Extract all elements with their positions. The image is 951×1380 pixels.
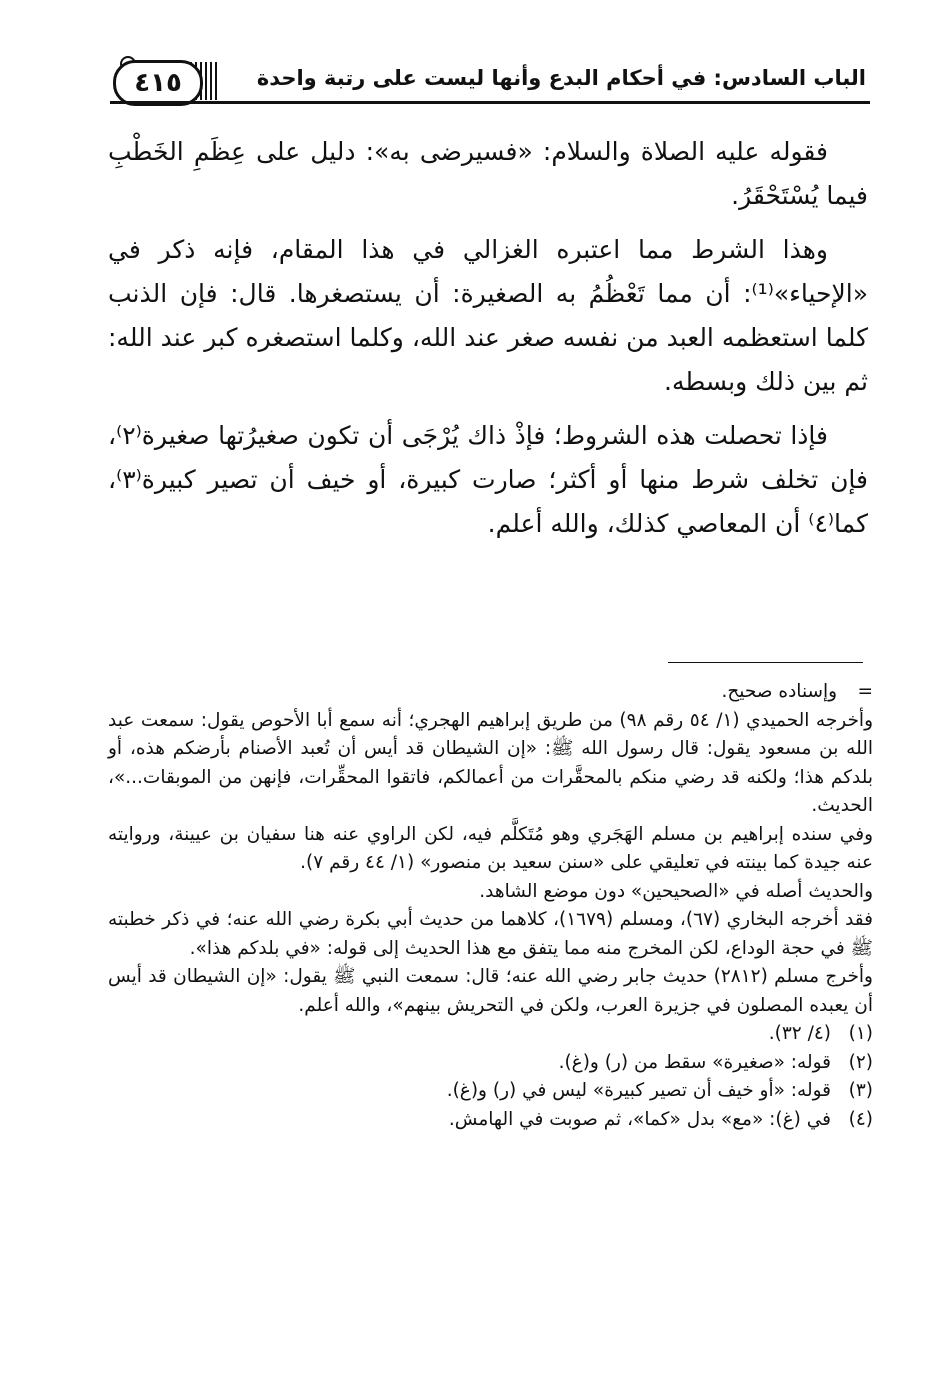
footnote-continuation: = وإسناده صحيح. [108, 678, 873, 707]
continuation-mark: = [857, 681, 873, 702]
main-paragraph: فإذا تحصلت هذه الشروط؛ فإذْ ذاك يُرْجَى أن تكون صغيرُتها صغيرة⁽٢⁾، فإن تخلف شرط منها أو أكثر؛ صارت كبيرة، أو خيف أن تصير كبيرة⁽٣⁾، كما⁽٤⁾ أن المعاصي كذلك، والله أعلم. [108, 421, 868, 538]
footnote-number: (١) [848, 1023, 873, 1044]
footnote-number: (٣) [848, 1080, 873, 1101]
footnote-item [108, 1077, 873, 1106]
footnote-text: (٤/ ٣٢). [768, 1023, 831, 1044]
footnote-continuation: وأخرج مسلم (٢٨١٢) حديث جابر رضي الله عنه؛ قال: سمعت النبي ﷺ يقول: «إن الشيطان قد أيس أن يعبده المصلون في جزيرة العرب، ولكن في التحريش بينهم»، والله أعلم. [108, 966, 873, 1016]
header-rule [110, 101, 870, 104]
page-number [113, 60, 203, 106]
footnote-item [108, 1049, 873, 1078]
footnote-continuation: والحديث أصله في «الصحيحين» دون موضع الشاهد. [479, 880, 873, 902]
footnote-item [108, 1020, 873, 1049]
footnote-continuation: وفي سنده إبراهيم بن مسلم الهَجَري وهو مُتَكلَّم فيه، لكن الراوي عنه هنا سفيان بن عيينة، وروايته عنه جيدة كما بينته في تعليقي على «سنن سعيد بن منصور» (١/ ٤٤ رقم ٧). [108, 823, 873, 873]
main-paragraph: فقوله عليه الصلاة والسلام: «فسيرضى به»: دليل على عِظَمِ الخَطْبِ فيما يُسْتَحْقَرُ. [108, 137, 868, 210]
footnote-text: قوله: «أو خيف أن تصير كبيرة» ليس في (ر) و(غ). [446, 1080, 831, 1101]
footnotes [108, 678, 873, 1134]
footnote-continuation: فقد أخرجه البخاري (٦٧)، ومسلم (١٦٧٩)، كلاهما من حديث أبي بكرة رضي الله عنه؛ في ذكر خطبته ﷺ في حجة الوداع، لكن المخرج منه مما يتفق مع هذا الحديث إلى قوله: «في بلدكم هذا». [108, 909, 873, 959]
footnote-text: في (غ): «مع» بدل «كما»، ثم صوبت في الهامش. [448, 1108, 831, 1130]
footnote-item [108, 1106, 873, 1135]
running-title: الباب السادس: في أحكام البدع وأنها ليست على رتبة واحدة [256, 66, 866, 90]
page-number-text: ٤١٥ [134, 68, 182, 98]
footnote-separator [668, 662, 863, 663]
main-text [108, 130, 868, 556]
footnote-continuation: وأخرجه الحميدي (١/ ٥٤ رقم ٩٨) من طريق إبراهيم الهجري؛ أنه سمع أبا الأحوص يقول: سمعت عبد الله بن مسعود يقول: قال رسول الله ﷺ: «إن الشيطان قد أيس أن تُعبد الأصنام بأرضكم هذه، أو بلدكم هذا؛ ولكنه قد رضي منكم بالمحقَّرات من أعمالكم، فاتقوا المحقِّرات، فإنهن من الموبقات...»، الحديث. [108, 709, 874, 816]
footnote-text: قوله: «صغيرة» سقط من (ر) و(غ). [558, 1051, 831, 1073]
footnote-number: (٢) [848, 1051, 873, 1073]
main-paragraph: وهذا الشرط مما اعتبره الغزالي في هذا المقام، فإنه ذكر في «الإحياء»⁽¹⁾: أن مما تَعْظُمُ به الصغيرة: أن يستصغرها. قال: فإن الذنب كلما استعظمه العبد من نفسه صغر عند الله، وكلما استصغره كبر عند الله: ثم بين ذلك وبسطه. [108, 235, 868, 396]
footnote-number: (٤) [848, 1108, 873, 1130]
